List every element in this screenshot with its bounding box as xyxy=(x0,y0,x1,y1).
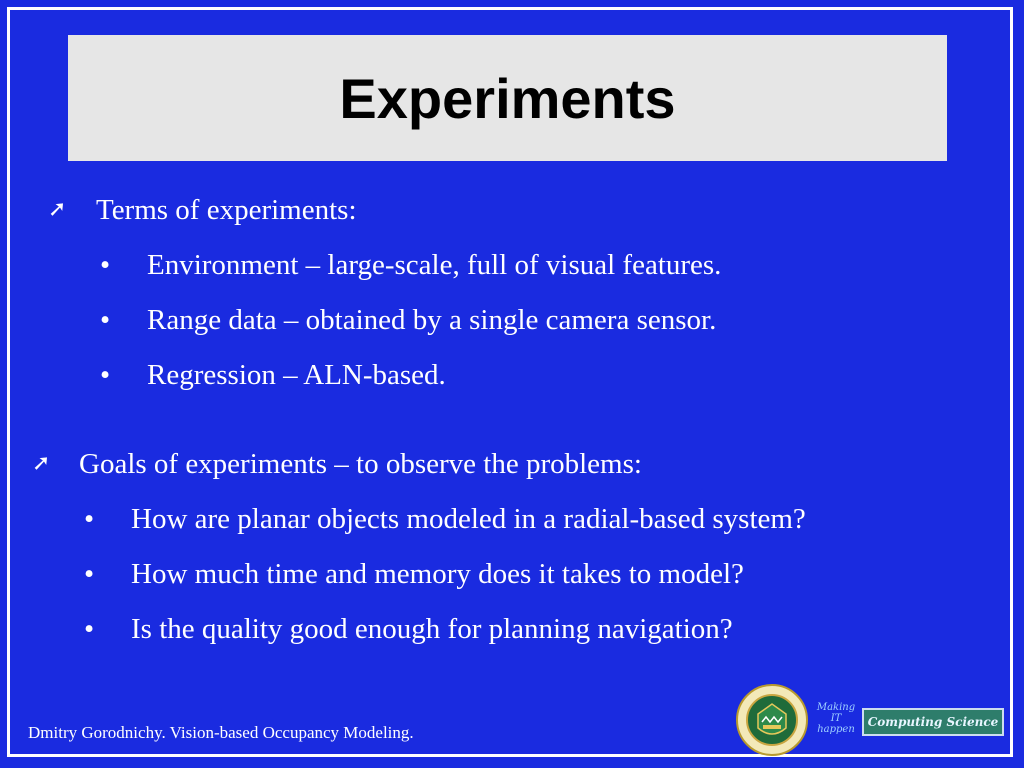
section-arrow-icon: ➚ xyxy=(32,451,51,476)
bullet-icon: • xyxy=(100,359,111,391)
bullet-icon: • xyxy=(84,613,95,645)
list-item: How are planar objects modeled in a radial-based system? xyxy=(131,503,806,535)
bullet-icon: • xyxy=(100,304,111,336)
making-it-happen-logo: Making IT happen xyxy=(816,702,856,735)
footer-citation: Dmitry Gorodnichy. Vision-based Occupancy Modeling. xyxy=(28,723,414,742)
bullet-icon: • xyxy=(100,249,111,281)
slide-title: Experiments xyxy=(339,66,676,130)
bullet-icon: • xyxy=(84,558,95,590)
section-arrow-icon: ➚ xyxy=(48,197,67,222)
bullet-icon: • xyxy=(84,503,95,535)
computing-science-logo: Computing Science xyxy=(862,708,1004,736)
list-item: Environment – large-scale, full of visual features. xyxy=(147,249,722,281)
university-seal-icon xyxy=(736,684,808,756)
list-item: Range data – obtained by a single camera sensor. xyxy=(147,304,717,336)
title-banner xyxy=(68,35,947,161)
list-item: How much time and memory does it takes to model? xyxy=(131,558,744,590)
list-item: Is the quality good enough for planning navigation? xyxy=(131,613,733,645)
list-item: Regression – ALN-based. xyxy=(147,359,446,391)
section-heading-terms: Terms of experiments: xyxy=(96,194,357,226)
section-heading-goals: Goals of experiments – to observe the problems: xyxy=(79,448,642,480)
